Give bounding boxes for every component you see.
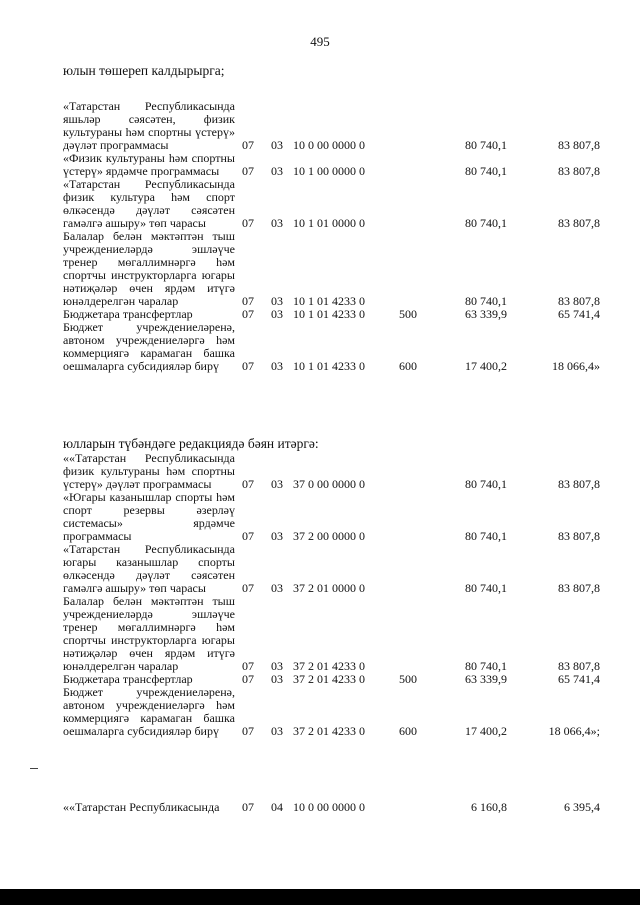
cell-c3: 10 1 01 0000 0	[293, 216, 365, 230]
table-row	[63, 452, 600, 491]
cell-c3: 10 0 00 0000 0	[293, 800, 365, 814]
cell-c4: 500	[399, 307, 417, 321]
cell-c1: 07	[242, 672, 254, 686]
cell-name: «Югары казанышлар спорты һәм спорт резервы әзерләү системасы» ярдәмче программасы	[63, 490, 235, 543]
table-row	[63, 801, 600, 814]
page-number: 495	[310, 34, 330, 49]
cell-c6: 65 741,4	[558, 307, 600, 321]
cell-c1: 07	[242, 359, 254, 373]
cell-c6: 83 807,8	[558, 294, 600, 308]
cell-c2: 03	[271, 307, 283, 321]
cell-name: «Татарстан Республикасында югары казанышлар спорты өлкәсендә дәүләт сәясәтен гамәлгә ашыру» төп чарасы	[63, 542, 235, 595]
cell-name: ««Татарстан Республикасында	[63, 800, 220, 814]
scan-mark	[30, 768, 38, 769]
cell-c1: 07	[242, 138, 254, 152]
cell-c4: 600	[399, 724, 417, 738]
cell-c3: 37 2 01 4233 0	[293, 672, 365, 686]
cell-c5: 80 740,1	[465, 529, 507, 543]
cell-c6: 18 066,4»;	[548, 724, 600, 738]
cell-c5: 63 339,9	[465, 307, 507, 321]
cell-c1: 07	[242, 164, 254, 178]
cell-c6: 83 807,8	[558, 164, 600, 178]
table-row	[63, 100, 600, 152]
cell-c4	[389, 491, 427, 543]
cell-c5: 6 160,8	[471, 800, 507, 814]
cell-c3: 10 1 01 4233 0	[293, 294, 365, 308]
cell-c3: 37 2 01 4233 0	[293, 659, 365, 673]
cell-c5: 80 740,1	[465, 164, 507, 178]
cell-c6: 83 807,8	[558, 477, 600, 491]
cell-c2: 03	[271, 529, 283, 543]
cell-c2: 04	[271, 800, 283, 814]
table-row	[63, 152, 600, 178]
cell-name: Бюджетара трансфертлар	[63, 307, 193, 321]
cell-c1: 07	[242, 294, 254, 308]
paragraph-new-wording: юлларын түбәндәге редакциядә бәян итәргә:	[63, 436, 319, 451]
cell-c6: 83 807,8	[558, 216, 600, 230]
table-row	[63, 595, 600, 673]
cell-name: «Татарстан Республикасында физик культура һәм спорт өлкәсендә дәүләт сәясәтен гамәлгә ашыру» төп чарасы	[63, 177, 235, 230]
cell-c6: 83 807,8	[558, 581, 600, 595]
cell-c4	[389, 178, 427, 230]
cell-name: «Татарстан Республикасында яшьләр сәясәтен, физик культураны һәм спортны үстерү» дәүләт программасы	[63, 99, 235, 152]
table-row	[63, 686, 600, 738]
cell-c5: 80 740,1	[465, 477, 507, 491]
cell-name: Бюджет учреждениеләренә, автоном учреждениеләргә һәм коммерциягә карамаган башка оешмаларга субсидияләр бирү	[63, 685, 235, 738]
cell-name: «Физик культураны һәм спортны үстерү» ярдәмче программасы	[63, 151, 235, 178]
cell-c4: 500	[399, 672, 417, 686]
cell-c2: 03	[271, 581, 283, 595]
cell-c3: 37 2 01 4233 0	[293, 724, 365, 738]
budget-table-new	[63, 452, 600, 738]
cell-c1: 07	[242, 800, 254, 814]
table-row	[63, 543, 600, 595]
cell-c6: 65 741,4	[558, 672, 600, 686]
cell-c2: 03	[271, 477, 283, 491]
cell-name: Бюджетара трансфертлар	[63, 672, 193, 686]
cell-c3: 37 0 00 0000 0	[293, 477, 365, 491]
cell-name: Балалар белән мәктәптән тыш учреждениеләрдә эшләүче тренер мөгаллимнәргә һәм спортчы инструкторларга югары нәтиҗәләр өчен ярдәм итүгә юнәлдерелгән чаралар	[63, 594, 235, 673]
cell-c4	[389, 152, 427, 178]
cell-c1: 07	[242, 724, 254, 738]
cell-c5: 80 740,1	[465, 581, 507, 595]
cell-c4	[389, 801, 427, 814]
cell-c4: 600	[399, 359, 417, 373]
cell-name: Бюджет учреждениеләренә, автоном учреждениеләргә һәм коммерциягә карамаган башка оешмаларга субсидияләр бирү	[63, 320, 235, 373]
paragraph-delete-lines: юлын төшереп калдырырга;	[63, 63, 225, 78]
scan-edge-bar	[0, 889, 640, 905]
cell-c5: 80 740,1	[465, 294, 507, 308]
cell-c6: 6 395,4	[564, 800, 600, 814]
cell-c1: 07	[242, 529, 254, 543]
cell-c1: 07	[242, 659, 254, 673]
cell-c2: 03	[271, 672, 283, 686]
cell-c6: 83 807,8	[558, 529, 600, 543]
cell-c2: 03	[271, 724, 283, 738]
cell-c2: 03	[271, 359, 283, 373]
cell-c2: 03	[271, 294, 283, 308]
cell-c6: 83 807,8	[558, 138, 600, 152]
cell-name: Балалар белән мәктәптән тыш учреждениеләрдә эшләүче тренер мөгаллимнәргә һәм спортчы инструкторларга югары нәтиҗәләр өчен ярдәм итүгә юнәлдерелгән чаралар	[63, 229, 235, 308]
cell-c5: 80 740,1	[465, 216, 507, 230]
cell-c6: 18 066,4»	[552, 359, 600, 373]
cell-c1: 07	[242, 216, 254, 230]
cell-c1: 07	[242, 307, 254, 321]
cell-c1: 07	[242, 581, 254, 595]
cell-c4	[389, 452, 427, 491]
budget-table-next	[63, 801, 600, 814]
cell-c3: 10 1 01 4233 0	[293, 359, 365, 373]
table-row	[63, 230, 600, 308]
cell-c4	[389, 543, 427, 595]
cell-c2: 03	[271, 659, 283, 673]
table-row	[63, 491, 600, 543]
cell-c3: 10 1 01 4233 0	[293, 307, 365, 321]
cell-c4	[389, 595, 427, 673]
cell-c2: 03	[271, 138, 283, 152]
cell-c5: 17 400,2	[465, 359, 507, 373]
cell-c2: 03	[271, 164, 283, 178]
cell-c5: 63 339,9	[465, 672, 507, 686]
cell-c3: 37 2 00 0000 0	[293, 529, 365, 543]
cell-c4	[389, 100, 427, 152]
cell-c3: 10 0 00 0000 0	[293, 138, 365, 152]
cell-c1: 07	[242, 477, 254, 491]
cell-c2: 03	[271, 216, 283, 230]
cell-c5: 17 400,2	[465, 724, 507, 738]
cell-c3: 10 1 00 0000 0	[293, 164, 365, 178]
cell-name: ««Татарстан Республикасында физик культураны һәм спортны үстерү» дәүләт программасы	[63, 451, 235, 491]
budget-table-deleted	[63, 100, 600, 373]
cell-c5: 80 740,1	[465, 138, 507, 152]
table-row	[63, 321, 600, 373]
cell-c6: 83 807,8	[558, 659, 600, 673]
table-row	[63, 178, 600, 230]
cell-c4	[389, 230, 427, 308]
cell-c5: 80 740,1	[465, 659, 507, 673]
cell-c3: 37 2 01 0000 0	[293, 581, 365, 595]
